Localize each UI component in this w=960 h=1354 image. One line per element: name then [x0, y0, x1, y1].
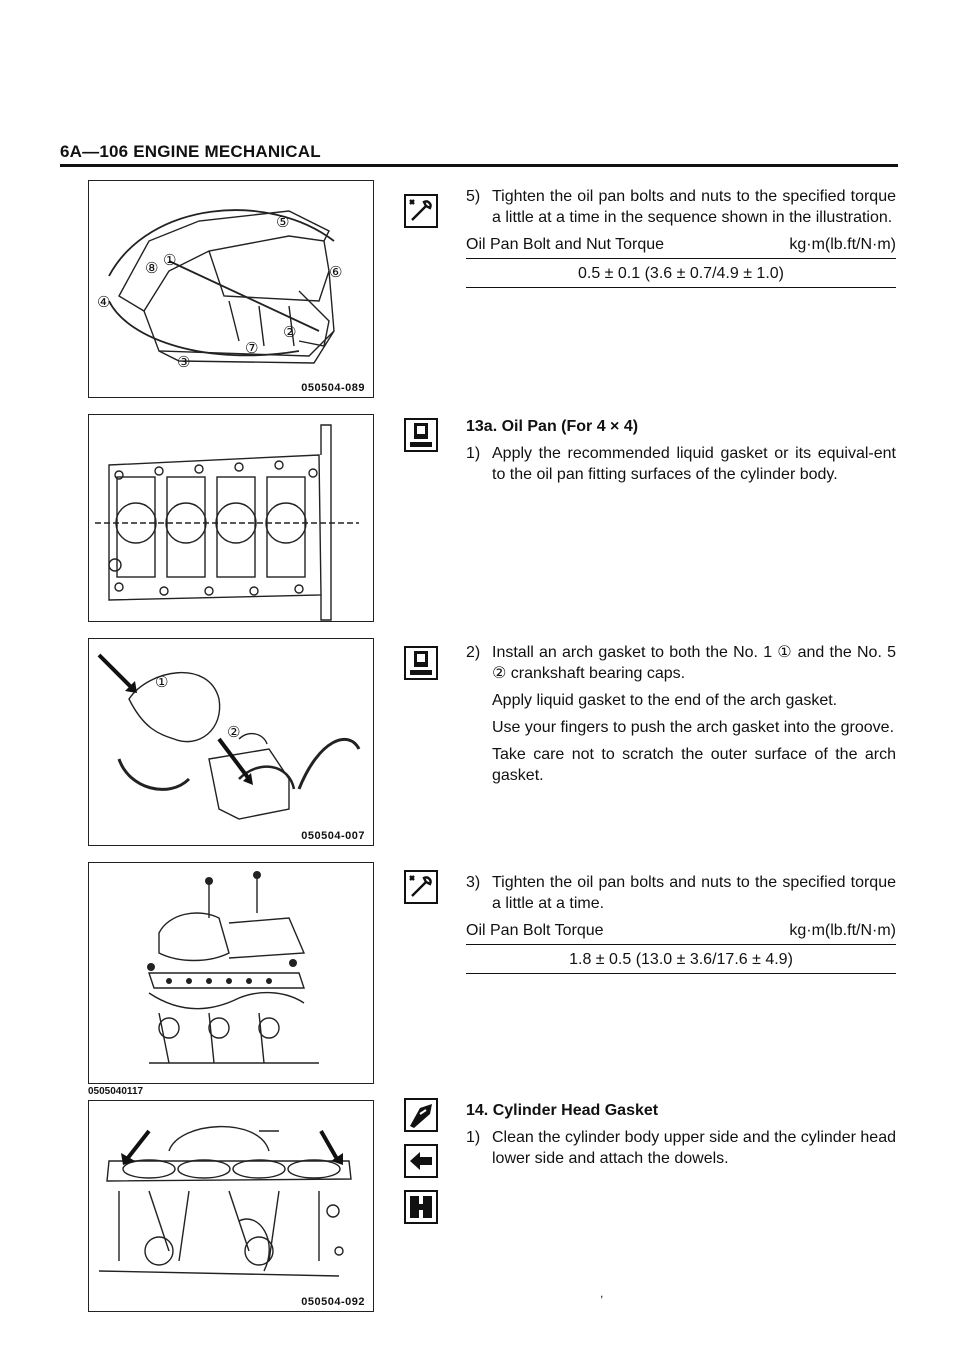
liquid-gasket-icon — [404, 646, 438, 680]
torque-spec-header — [466, 234, 896, 259]
step-text: Clean the cylinder body upper side and the cylinder head lower side and attach the dowels. — [492, 1129, 896, 1167]
step-number: 2) — [466, 644, 481, 661]
figure-oil-pan-sequence — [88, 180, 374, 398]
part-label-1: ① — [155, 673, 169, 691]
page-header: 6A—106 ENGINE MECHANICAL — [60, 142, 321, 161]
liquid-gasket-icon — [404, 418, 438, 452]
cleaning-icon — [404, 1098, 438, 1132]
seq-label-3: ③ — [177, 353, 191, 371]
step-text: Apply the recommended liquid gasket or its equival-ent to the oil pan fitting surfaces of the cylinder body. — [492, 445, 896, 483]
arch-gasket-drawing — [89, 639, 373, 845]
step-paragraph: Apply liquid gasket to the end of the arch gasket. — [492, 692, 838, 709]
step-text: Install an arch gasket to both the No. 1 ① and the No. 5 ② crankshaft bearing caps. — [492, 644, 896, 682]
dowel-pin-icon — [404, 1190, 438, 1224]
step-5-block — [466, 186, 896, 288]
torque-value: 1.8 ± 0.5 (13.0 ± 3.6/17.6 ± 4.9) — [466, 945, 896, 974]
step-number: 1) — [466, 445, 481, 462]
head-gasket-drawing — [89, 1101, 373, 1311]
seq-label-5: ⑤ — [276, 213, 290, 231]
step-paragraph: Take care not to scratch the outer surface of the arch gasket. — [492, 746, 896, 784]
figure-code: 050504-007 — [301, 830, 365, 842]
step-2-block — [466, 642, 896, 786]
stray-mark: , — [600, 1286, 604, 1300]
seq-label-4: ④ — [97, 293, 111, 311]
oil-pan-bolts-drawing — [89, 863, 373, 1083]
torque-unit: kg·m(lb.ft/N·m) — [789, 922, 896, 939]
torque-unit: kg·m(lb.ft/N·m) — [789, 236, 896, 253]
figure-cylinder-body — [88, 414, 374, 622]
seq-label-7: ⑦ — [245, 339, 259, 357]
figure-code: 0505040117 — [88, 1086, 144, 1097]
figure-code: 050504-089 — [301, 382, 365, 394]
section-title: 14. Cylinder Head Gasket — [466, 1102, 659, 1119]
step-3-block — [466, 872, 896, 974]
step-number: 5) — [466, 188, 481, 205]
seq-label-2: ② — [283, 323, 297, 341]
section-14-block — [466, 1100, 896, 1169]
torque-wrench-icon — [404, 870, 438, 904]
cylinder-body-drawing — [89, 415, 373, 621]
torque-label: Oil Pan Bolt and Nut Torque — [466, 236, 665, 253]
header-rule — [60, 164, 898, 167]
part-label-2: ② — [227, 723, 241, 741]
figure-code: 050504-092 — [301, 1296, 365, 1308]
step-paragraph: Use your fingers to push the arch gasket into the groove. — [492, 719, 895, 736]
torque-value: 0.5 ± 0.1 (3.6 ± 0.7/4.9 ± 1.0) — [466, 259, 896, 288]
insert-arrow-icon — [404, 1144, 438, 1178]
torque-label: Oil Pan Bolt Torque — [466, 922, 604, 939]
seq-label-1: ① — [163, 251, 177, 269]
seq-label-8: ⑧ — [145, 259, 159, 277]
step-number: 1) — [466, 1129, 481, 1146]
torque-spec-header — [466, 920, 896, 945]
figure-oil-pan-bolts — [88, 862, 374, 1084]
figure-head-gasket — [88, 1100, 374, 1312]
step-text: Tighten the oil pan bolts and nuts to the specified torque a little at a time. — [492, 874, 896, 912]
oil-pan-sequence-drawing — [89, 181, 373, 397]
section-title: 13a. Oil Pan (For 4 × 4) — [466, 418, 639, 435]
step-text: Tighten the oil pan bolts and nuts to the specified torque a little at a time in the sequence shown in the illustration. — [492, 188, 896, 226]
seq-label-6: ⑥ — [329, 263, 343, 281]
step-number: 3) — [466, 874, 481, 891]
torque-wrench-icon — [404, 194, 438, 228]
figure-arch-gasket — [88, 638, 374, 846]
section-13a-block — [466, 416, 896, 485]
